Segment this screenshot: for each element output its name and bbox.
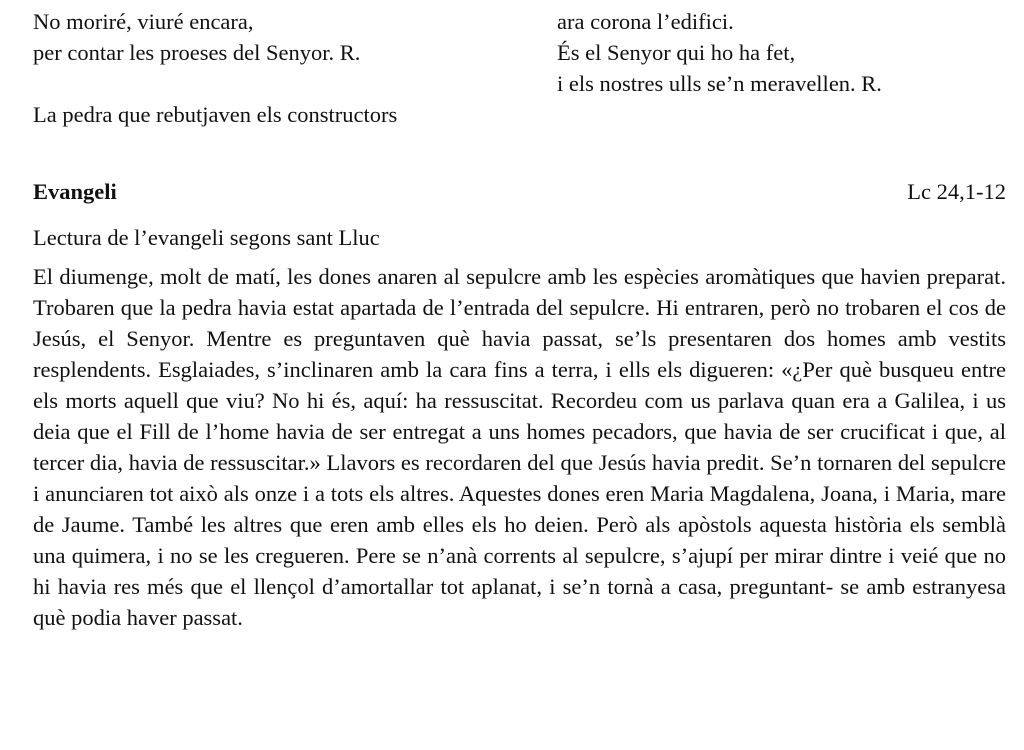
psalm-line: La pedra que rebutjaven els constructors xyxy=(33,102,398,127)
psalm-line: No moriré, viuré encara, xyxy=(33,9,254,34)
psalm-line: i els nostres ulls se’n meravellen. R. xyxy=(557,71,882,96)
psalm-line: És el Senyor qui ho ha fet, xyxy=(557,40,796,65)
section-title: Evangeli xyxy=(33,179,117,204)
stanza-gap xyxy=(33,68,533,99)
psalm-column-right xyxy=(557,6,1006,99)
scripture-reference: Lc 24,1-12 xyxy=(907,179,1006,204)
psalm-column-left xyxy=(33,6,533,130)
gospel-text: El diumenge, molt de matí, les dones anaren al sepulcre amb les espècies aromàtiques que havien preparat. Trobaren que la pedra havia estat apartada de l’entrada del sepulcre. Hi entraren, però no trobaren el cos de Jesús, el Senyor. Mentre es preguntaven què havia passat, se’ls presentaren dos homes amb vestits resplendents. Esglaiades, s’inclinaren amb la cara fins a terra, i ells els digueren: «¿Per què busqueu entre els morts aquell que viu? No hi és, aquí: ha ressuscitat. Recordeu com us parlava quan era a Galilea, i us deia que el Fill de l’home havia de ser entregat a uns homes pecadors, que havia de ser crucificat i que, al tercer dia, havia de ressuscitar.» Llavors es recordaren del que Jesús havia predit. Se’n tornaren del sepulcre i anunciaren tot això als onze i a tots els altres. Aquestes dones eren Maria Magdalena, Joana, i Maria, mare de Jaume. També les altres que eren amb elles els ho deien. Però als apòstols aquesta història els semblà una quimera, i no se les cregueren. Pere se n’anà corrents al sepulcre, s’ajupí per mirar dintre i veié que no hi havia res més que el llençol d’amortallar tot aplanat, i se’n tornà a casa, preguntant- se amb estranyesa què podia haver passat. xyxy=(33,264,1006,630)
psalm-section xyxy=(33,6,1006,148)
reading-introduction: Lectura de l’evangeli segons sant Lluc xyxy=(33,225,380,250)
document-page xyxy=(33,6,1006,633)
psalm-line: per contar les proeses del Senyor. R. xyxy=(33,40,361,65)
psalm-line: ara corona l’edifici. xyxy=(557,9,734,34)
gospel-heading xyxy=(33,176,1006,207)
